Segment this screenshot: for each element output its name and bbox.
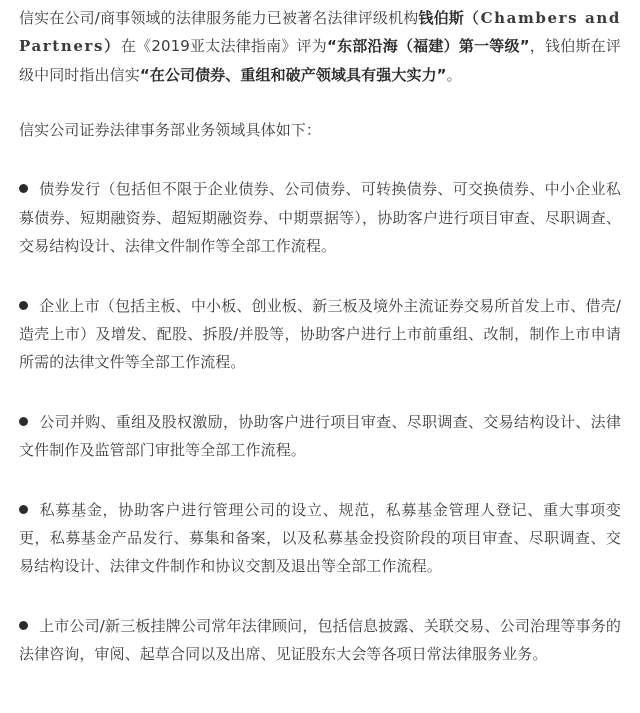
bullet-dot-icon xyxy=(19,184,28,193)
list-item xyxy=(19,175,621,260)
bullet-dot-icon xyxy=(19,417,28,426)
article-body xyxy=(19,4,621,669)
bullet-dot-icon xyxy=(19,621,28,630)
ranking-text: “东部沿海（福建）第一等级” xyxy=(327,37,530,56)
strength-quote: “在公司债券、重组和破产领域具有强大实力” xyxy=(139,65,447,84)
list-item xyxy=(19,612,621,669)
bullet-dot-icon xyxy=(19,505,28,514)
list-item xyxy=(19,292,621,377)
spacer xyxy=(19,90,621,116)
intro-part2: 在《2019亚太法律指南》评为 xyxy=(120,37,327,56)
list-item-text: 上市公司/新三板挂牌公司常年法律顾问，包括信息披露、关联交易、公司治理等事务的法律咨询，审阅、起草合同以及出席、见证股东大会等各项日常法律服务业务。 xyxy=(19,616,621,664)
spacer xyxy=(19,261,621,292)
firm-name-en: （Chambers and Partners） xyxy=(19,9,621,56)
list-item xyxy=(19,496,621,581)
bullet-dot-icon xyxy=(19,301,28,310)
intro-part3: ，钱伯斯在评级中同时指出信实 xyxy=(19,37,622,84)
intro-paragraph xyxy=(19,4,621,90)
intro-part1: 信实在公司/商事领域的法律服务能力已被著名法律评级机构 xyxy=(19,9,419,27)
spacer xyxy=(19,144,621,175)
section-heading: 信实公司证券法律事务部业务领域具体如下： xyxy=(19,121,322,139)
spacer xyxy=(19,377,621,408)
list-item-text: 私募基金，协助客户进行管理公司的设立、规范，私募基金管理人登记、重大事项变更，私募基金产品发行、募集和备案，以及私募基金投资阶段的项目审查、尽职调查、交易结构设计、法律文件制作和协议交割及退出等全部工作流程。 xyxy=(19,500,621,576)
firm-name-cn: 钱伯斯 xyxy=(418,9,464,27)
spacer xyxy=(19,465,621,496)
intro-part4: 。 xyxy=(446,65,462,84)
spacer xyxy=(19,581,621,612)
list-item xyxy=(19,408,621,465)
list-item-text: 企业上市（包括主板、中小板、创业板、新三板及境外主流证券交易所首发上市、借壳/造壳上市）及增发、配股、拆股/并股等，协助客户进行上市前重组、改制，制作上市申请所需的法律文件等全部工作流程。 xyxy=(19,296,621,372)
list-item-text: 债券发行（包括但不限于企业债券、公司债券、可转换债券、可交换债券、中小企业私募债券、短期融资券、超短期融资券、中期票据等），协助客户进行项目审查、尽职调查、交易结构设计、法律文件制作等全部工作流程。 xyxy=(19,180,621,256)
list-item-text: 公司并购、重组及股权激励，协助客户进行项目审查、尽职调查、交易结构设计、法律文件制作及监管部门审批等全部工作流程。 xyxy=(19,412,621,460)
